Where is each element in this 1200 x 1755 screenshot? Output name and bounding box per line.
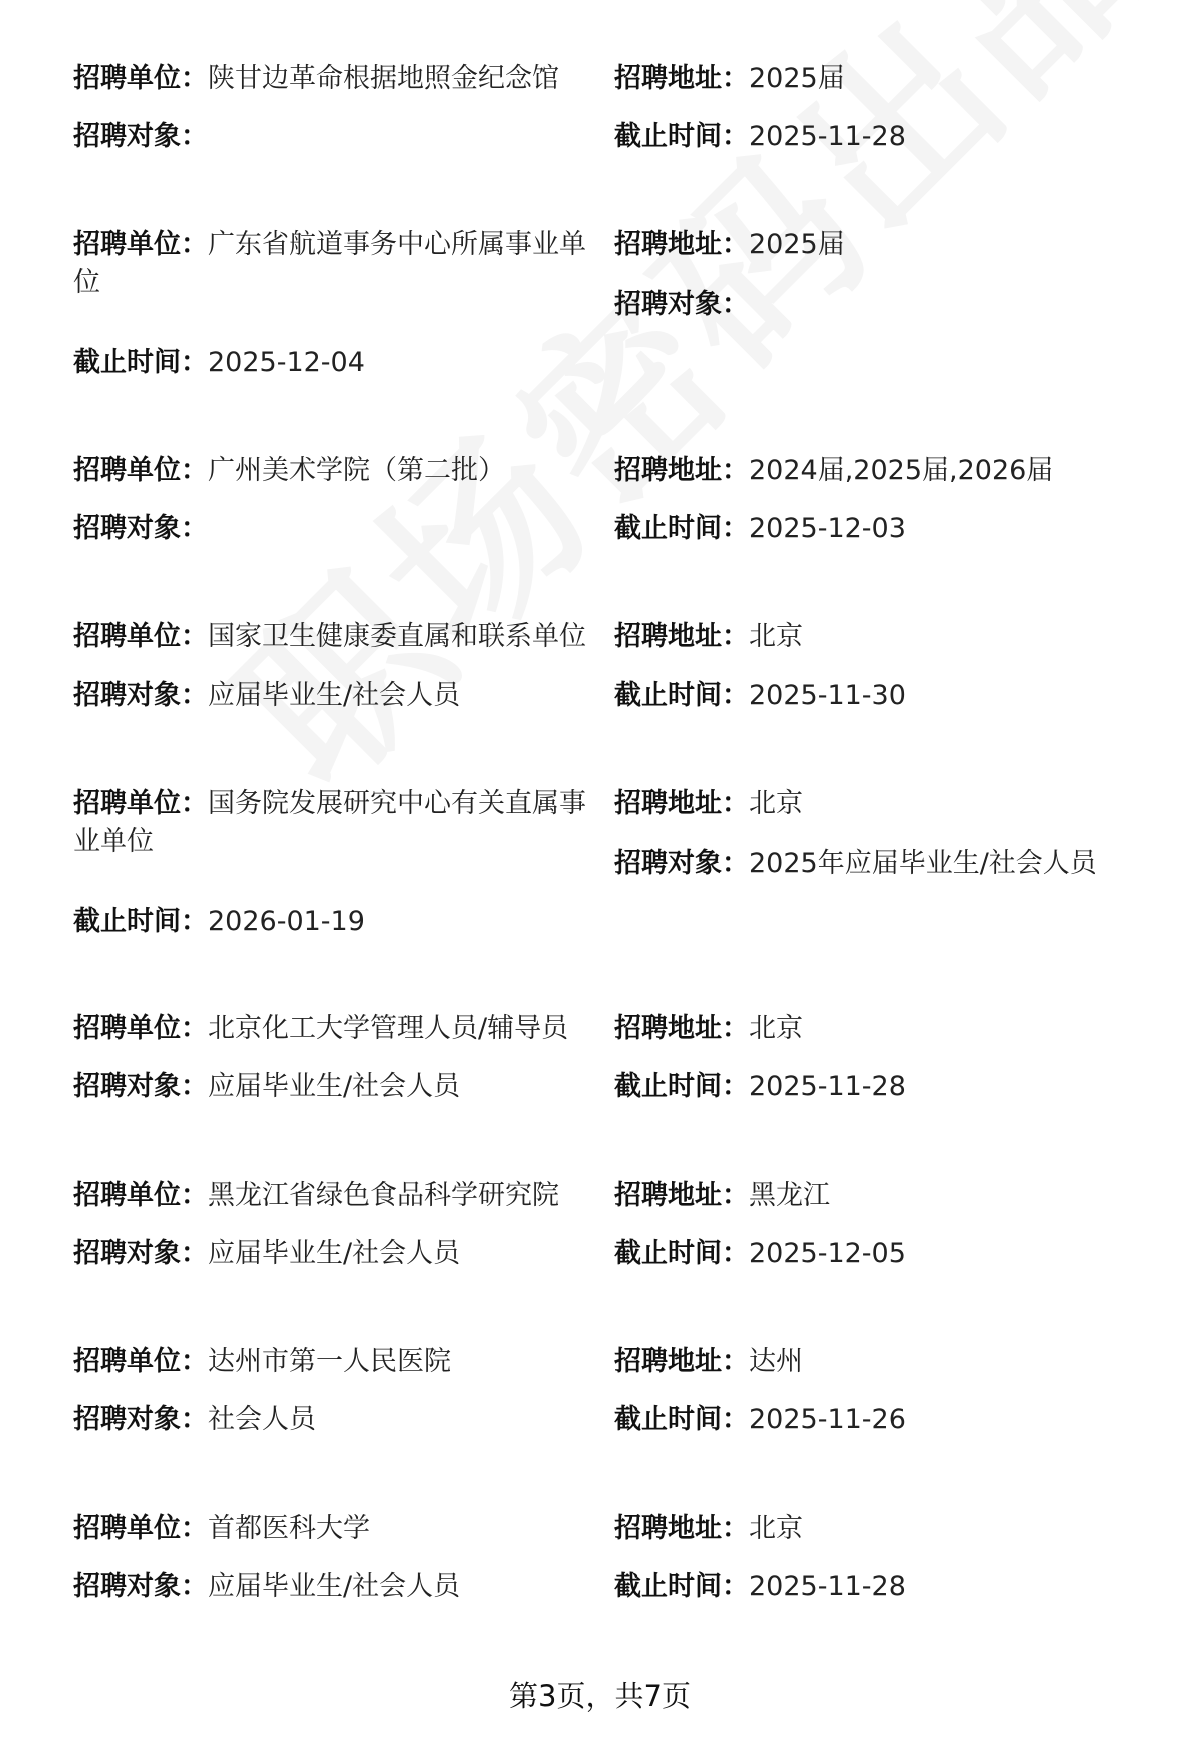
target-value: 应届毕业生/社会人员 (208, 1571, 461, 1602)
deadline-value: 2025-12-04 (208, 347, 365, 378)
target-label: 招聘对象： (73, 1238, 208, 1269)
unit-label: 招聘单位： (73, 455, 208, 486)
entry-9-target (73, 1568, 598, 1606)
location-label: 招聘地址： (614, 1513, 749, 1544)
target-label: 招聘对象： (614, 848, 749, 879)
deadline-label: 截止时间： (614, 513, 749, 544)
target-value: 2025年应届毕业生/社会人员 (749, 848, 1097, 879)
entry-4-unit (73, 618, 598, 656)
deadline-label: 截止时间： (614, 1238, 749, 1269)
deadline-label: 截止时间： (614, 1404, 749, 1435)
deadline-value: 2025-12-05 (749, 1238, 906, 1269)
entry-6-deadline (614, 1068, 1154, 1106)
location-label: 招聘地址： (614, 1180, 749, 1211)
entry-5-unit (73, 785, 598, 861)
location-label: 招聘地址： (614, 788, 749, 819)
unit-label: 招聘单位： (73, 621, 208, 652)
location-label: 招聘地址： (614, 621, 749, 652)
entry-7-location (614, 1177, 1154, 1215)
deadline-value: 2025-11-26 (749, 1404, 906, 1435)
entry-1-target (73, 118, 598, 156)
target-label: 招聘对象： (73, 680, 208, 711)
entry-3-deadline (614, 510, 1154, 548)
entry-1-location (614, 60, 1154, 98)
location-label: 招聘地址： (614, 455, 749, 486)
entry-5-location (614, 785, 1154, 823)
location-value: 黑龙江 (749, 1180, 830, 1211)
entry-7-target (73, 1235, 598, 1273)
unit-label: 招聘单位： (73, 63, 208, 94)
location-value: 北京 (749, 621, 803, 652)
target-value: 社会人员 (208, 1404, 316, 1435)
entry-8-unit (73, 1343, 598, 1381)
deadline-value: 2025-12-03 (749, 513, 906, 544)
unit-label: 招聘单位： (73, 229, 208, 260)
unit-label: 招聘单位： (73, 1013, 208, 1044)
location-label: 招聘地址： (614, 1013, 749, 1044)
target-value: 应届毕业生/社会人员 (208, 1238, 461, 1269)
entry-6-location (614, 1010, 1154, 1048)
location-value: 2024届,2025届,2026届 (749, 455, 1054, 486)
deadline-label: 截止时间： (614, 1071, 749, 1102)
deadline-label: 截止时间： (614, 680, 749, 711)
location-value: 2025届 (749, 63, 845, 94)
deadline-label: 截止时间： (614, 1571, 749, 1602)
unit-value: 广东省航道事务中心所属事业单位 (73, 229, 586, 298)
target-label: 招聘对象： (73, 1071, 208, 1102)
target-value: 应届毕业生/社会人员 (208, 680, 461, 711)
location-label: 招聘地址： (614, 63, 749, 94)
entry-4-deadline (614, 677, 1154, 715)
deadline-label: 截止时间： (73, 906, 208, 937)
entry-7-unit (73, 1177, 598, 1215)
entry-6-unit (73, 1010, 598, 1048)
location-value: 2025届 (749, 229, 845, 260)
unit-value: 国家卫生健康委直属和联系单位 (208, 621, 586, 652)
deadline-value: 2025-11-28 (749, 121, 906, 152)
unit-label: 招聘单位： (73, 1180, 208, 1211)
unit-value: 国务院发展研究中心有关直属事业单位 (73, 788, 586, 857)
deadline-label: 截止时间： (73, 347, 208, 378)
unit-value: 首都医科大学 (208, 1513, 370, 1544)
entry-6-target (73, 1068, 598, 1106)
target-label: 招聘对象： (73, 1571, 208, 1602)
deadline-label: 截止时间： (614, 121, 749, 152)
entry-3-location (614, 452, 1154, 490)
location-value: 北京 (749, 1513, 803, 1544)
entry-3-target (73, 510, 598, 548)
unit-value: 北京化工大学管理人员/辅导员 (208, 1013, 569, 1044)
entry-5-deadline (73, 903, 598, 941)
entry-2-location (614, 226, 1154, 264)
unit-label: 招聘单位： (73, 1346, 208, 1377)
entry-9-unit (73, 1510, 598, 1548)
location-value: 达州 (749, 1346, 803, 1377)
entry-4-location (614, 618, 1154, 656)
location-label: 招聘地址： (614, 229, 749, 260)
target-label: 招聘对象： (73, 121, 208, 152)
entry-8-deadline (614, 1401, 1154, 1439)
entry-2-target (614, 286, 1154, 324)
target-label: 招聘对象： (73, 513, 208, 544)
unit-value: 广州美术学院（第二批） (208, 455, 505, 486)
entry-8-location (614, 1343, 1154, 1381)
entry-3-unit (73, 452, 598, 490)
entry-9-location (614, 1510, 1154, 1548)
entry-1-deadline (614, 118, 1154, 156)
entry-8-target (73, 1401, 598, 1439)
entry-2-deadline (73, 344, 598, 382)
unit-value: 达州市第一人民医院 (208, 1346, 451, 1377)
entry-4-target (73, 677, 598, 715)
entry-7-deadline (614, 1235, 1154, 1273)
target-value: 应届毕业生/社会人员 (208, 1071, 461, 1102)
entry-2-unit (73, 226, 598, 302)
unit-label: 招聘单位： (73, 788, 208, 819)
entry-5-target (614, 845, 1154, 883)
unit-value: 陕甘边革命根据地照金纪念馆 (208, 63, 559, 94)
deadline-value: 2025-11-28 (749, 1071, 906, 1102)
location-label: 招聘地址： (614, 1346, 749, 1377)
deadline-value: 2025-11-30 (749, 680, 906, 711)
target-label: 招聘对象： (73, 1404, 208, 1435)
deadline-value: 2026-01-19 (208, 906, 365, 937)
unit-label: 招聘单位： (73, 1513, 208, 1544)
page-number: 第3页，共7页 (509, 1679, 691, 1713)
target-label: 招聘对象： (614, 289, 749, 320)
deadline-value: 2025-11-28 (749, 1571, 906, 1602)
location-value: 北京 (749, 1013, 803, 1044)
unit-value: 黑龙江省绿色食品科学研究院 (208, 1180, 559, 1211)
entry-1-unit (73, 60, 598, 98)
location-value: 北京 (749, 788, 803, 819)
entry-9-deadline (614, 1568, 1154, 1606)
